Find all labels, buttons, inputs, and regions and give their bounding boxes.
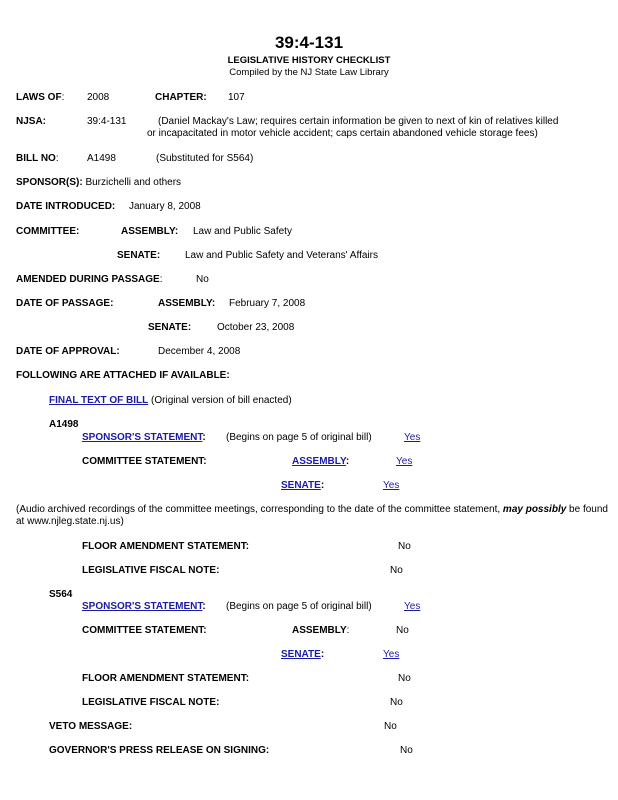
passage-assembly-value: February 7, 2008	[229, 298, 306, 309]
committee-assembly-value: Law and Public Safety	[193, 226, 292, 237]
amended-label: AMENDED DURING PASSAGE	[16, 274, 160, 285]
a1498-senate-colon: :	[320, 480, 325, 491]
chapter-value: 107	[228, 92, 245, 103]
laws-of-value: 2008	[87, 92, 110, 103]
veto-message-value: No	[384, 721, 397, 732]
s564-sponsor-statement-row	[82, 601, 206, 612]
final-text-row	[49, 395, 292, 406]
a1498-senate-row	[281, 480, 324, 491]
final-text-link[interactable]: FINAL TEXT OF BILL	[49, 395, 149, 406]
date-of-approval-value: December 4, 2008	[158, 346, 241, 357]
bill-no-label: BILL NO	[16, 153, 56, 164]
committee-senate-value: Law and Public Safety and Veterans' Affairs	[185, 250, 378, 261]
a1498-sponsor-note: (Begins on page 5 of original bill)	[226, 432, 372, 443]
audio-note-emphasis: may possibly	[502, 504, 567, 515]
chapter-label: CHAPTER:	[155, 92, 207, 103]
passage-assembly-label: ASSEMBLY:	[158, 298, 216, 309]
s564-senate-yes-link[interactable]: Yes	[383, 649, 400, 660]
committee-assembly-label: ASSEMBLY:	[121, 226, 179, 237]
s564-floor-amendment-label: FLOOR AMENDMENT STATEMENT:	[82, 673, 250, 684]
veto-message-label: VETO MESSAGE:	[49, 721, 133, 732]
passage-senate-value: October 23, 2008	[217, 322, 295, 333]
s564-sponsor-note: (Begins on page 5 of original bill)	[226, 601, 372, 612]
s564-sponsor-yes-link[interactable]: Yes	[404, 601, 421, 612]
date-of-approval-label: DATE OF APPROVAL:	[16, 346, 120, 357]
a1498-fiscal-note-label: LEGISLATIVE FISCAL NOTE:	[82, 565, 220, 576]
audio-note-line1	[16, 504, 608, 515]
laws-of-label: LAWS OF	[16, 92, 62, 103]
njsa-description-line1: (Daniel Mackay's Law; requires certain information be given to next of kin of relatives killed	[158, 116, 559, 127]
amended-value: No	[196, 274, 209, 285]
a1498-assembly-yes-link[interactable]: Yes	[396, 456, 413, 467]
committee-senate-label: SENATE:	[117, 250, 161, 261]
a1498-fiscal-note-value: No	[390, 565, 403, 576]
a1498-sponsor-colon: :	[202, 432, 206, 443]
a1498-sponsor-statement-link[interactable]: SPONSOR'S STATEMENT	[82, 432, 203, 443]
a1498-senate-yes-link[interactable]: Yes	[383, 480, 400, 491]
a1498-floor-amendment-value: No	[398, 541, 411, 552]
s564-assembly-label: ASSEMBLY	[292, 625, 347, 636]
s564-assembly-row	[292, 625, 349, 636]
sponsors-value: Burzichelli and others	[85, 177, 182, 188]
a1498-committee-statement-label: COMMITTEE STATEMENT:	[82, 456, 207, 467]
njsa-description-line2: or incapacitated in motor vehicle accident; caps certain abandoned vehicle storage fees)	[147, 128, 538, 139]
a1498-sponsor-statement-row	[82, 432, 206, 443]
njsa-label: NJSA:	[16, 116, 47, 127]
s564-assembly-colon: :	[346, 625, 350, 636]
date-introduced-label: DATE INTRODUCED:	[16, 201, 116, 212]
sponsors-row	[16, 177, 181, 188]
amended-row	[16, 274, 163, 285]
s564-committee-statement-label: COMMITTEE STATEMENT:	[82, 625, 207, 636]
s564-fiscal-note-value: No	[390, 697, 403, 708]
s564-assembly-value: No	[396, 625, 409, 636]
a1498-floor-amendment-label: FLOOR AMENDMENT STATEMENT:	[82, 541, 250, 552]
a1498-sponsor-yes-link[interactable]: Yes	[404, 432, 421, 443]
page-title: 39:4-131	[274, 33, 344, 52]
audio-note-line2: at www.njleg.state.nj.us)	[16, 516, 124, 527]
s564-fiscal-note-label: LEGISLATIVE FISCAL NOTE:	[82, 697, 220, 708]
date-introduced-value: January 8, 2008	[129, 201, 201, 212]
committee-label: COMMITTEE:	[16, 226, 80, 237]
s564-floor-amendment-value: No	[398, 673, 411, 684]
bill-no-value: A1498	[87, 153, 116, 164]
s564-senate-row	[281, 649, 324, 660]
s564-sponsor-colon: :	[202, 601, 206, 612]
press-release-value: No	[400, 745, 413, 756]
page-subtitle: LEGISLATIVE HISTORY CHECKLIST	[227, 55, 391, 66]
audio-note-before: (Audio archived recordings of the committee meetings, corresponding to the date of the committee statement,	[16, 504, 503, 515]
a1498-assembly-row	[292, 456, 349, 467]
s564-sponsor-statement-link[interactable]: SPONSOR'S STATEMENT	[82, 601, 203, 612]
sponsors-label: SPONSOR(S):	[16, 177, 83, 188]
njsa-value: 39:4-131	[87, 116, 127, 127]
date-of-passage-label: DATE OF PASSAGE:	[16, 298, 114, 309]
audio-note-after: be found	[566, 504, 608, 515]
laws-of-row	[16, 92, 64, 103]
bill-no-row	[16, 153, 59, 164]
amended-colon: :	[159, 274, 163, 285]
a1498-senate-link[interactable]: SENATE	[281, 480, 321, 491]
bill-substitution-note: (Substituted for S564)	[156, 153, 254, 164]
s564-senate-colon: :	[320, 649, 325, 660]
bill-no-colon: :	[55, 153, 59, 164]
final-text-note: (Original version of bill enacted)	[151, 395, 292, 406]
laws-of-colon: :	[61, 92, 65, 103]
s564-senate-link[interactable]: SENATE	[281, 649, 321, 660]
a1498-assembly-link[interactable]: ASSEMBLY	[292, 456, 346, 467]
s564-label: S564	[49, 589, 73, 600]
a1498-assembly-colon: :	[345, 456, 350, 467]
compiled-by: Compiled by the NJ State Law Library	[229, 67, 389, 78]
passage-senate-label: SENATE:	[148, 322, 192, 333]
a1498-label: A1498	[49, 419, 79, 430]
press-release-label: GOVERNOR'S PRESS RELEASE ON SIGNING:	[49, 745, 270, 756]
attached-heading: FOLLOWING ARE ATTACHED IF AVAILABLE:	[16, 370, 230, 381]
